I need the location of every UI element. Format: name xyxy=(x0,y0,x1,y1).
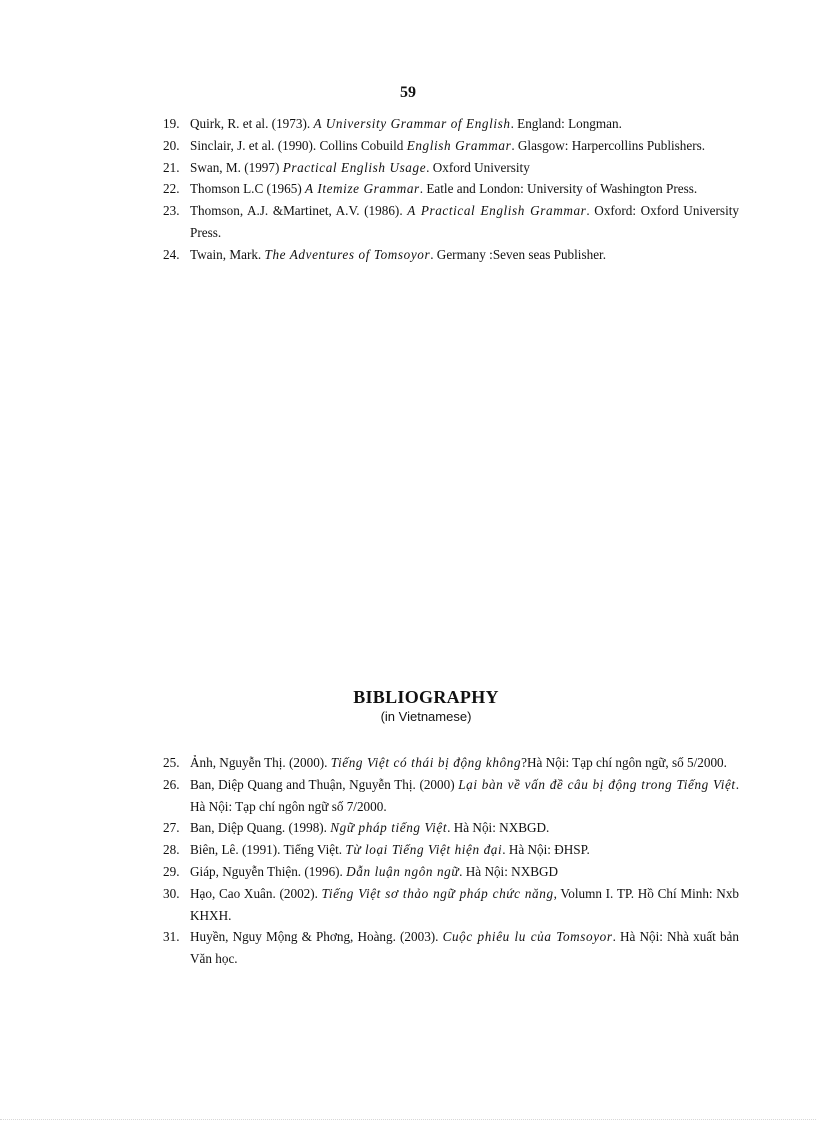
reference-list-vietnamese xyxy=(163,752,739,970)
reference-text xyxy=(190,244,739,266)
reference-entry xyxy=(163,244,739,266)
reference-title: A University Grammar of English xyxy=(313,116,511,131)
reference-publisher: , Volumn I. TP. Hồ Chí Minh: Nxb KHXH. xyxy=(190,885,740,923)
reference-author: Thomson, A.J. &Martinet, A.V. (1986). xyxy=(190,203,408,219)
reference-text xyxy=(190,774,739,818)
reference-entry xyxy=(163,200,739,244)
reference-author: Ảnh, Nguyễn Thị. (2000). xyxy=(190,755,331,770)
reference-entry xyxy=(163,839,739,861)
reference-entry xyxy=(163,178,739,200)
reference-text xyxy=(190,200,739,244)
reference-number: 28. xyxy=(163,842,180,858)
reference-author: Thomson L.C (1965) xyxy=(190,181,306,197)
reference-author: Twain, Mark. xyxy=(190,246,265,262)
reference-number: 30. xyxy=(163,885,180,901)
reference-author: Ban, Diệp Quang. (1998). xyxy=(190,820,331,836)
reference-number: 31. xyxy=(163,929,180,945)
reference-text xyxy=(190,135,739,157)
reference-text xyxy=(190,839,739,861)
reference-publisher: . Glasgow: Harpercollins Publishers. xyxy=(511,137,706,153)
reference-publisher: . Oxford: Oxford University Press. xyxy=(190,203,739,240)
reference-author: Hạo, Cao Xuân. (2002). xyxy=(190,885,322,901)
reference-number: 25. xyxy=(163,755,180,770)
reference-entry xyxy=(163,113,739,135)
reference-text xyxy=(190,883,739,927)
reference-publisher: . Hà Nội: ĐHSP. xyxy=(502,842,590,858)
bibliography-subtitle: (in Vietnamese) xyxy=(380,709,472,724)
reference-number: 22. xyxy=(163,181,180,197)
reference-publisher: . Oxford University xyxy=(426,159,530,175)
reference-number: 21. xyxy=(163,159,180,175)
reference-number: 29. xyxy=(163,863,180,879)
reference-entry xyxy=(163,883,739,927)
reference-title: Practical English Usage xyxy=(282,159,427,175)
reference-publisher: . Hà Nội: Nhà xuất bản Văn học. xyxy=(190,929,739,967)
reference-publisher: . Hà Nội: NXBGD xyxy=(459,863,559,879)
reference-entry xyxy=(163,774,739,818)
reference-number: 20. xyxy=(163,137,180,153)
reference-title: Dẫn luận ngôn ngữ xyxy=(346,863,460,879)
reference-text xyxy=(190,113,739,135)
reference-publisher: ?Hà Nội: Tạp chí ngôn ngữ, số 5/2000. xyxy=(521,755,727,770)
reference-title: A Practical English Grammar xyxy=(407,203,587,219)
reference-entry xyxy=(163,817,739,839)
reference-number: 19. xyxy=(163,116,180,131)
reference-text xyxy=(190,817,739,839)
reference-title: English Grammar xyxy=(406,137,512,153)
reference-number: 24. xyxy=(163,246,180,262)
reference-list-english xyxy=(163,113,739,266)
bibliography-title: BIBLIOGRAPHY xyxy=(353,687,499,707)
reference-entry xyxy=(163,157,739,179)
reference-publisher: . Germany :Seven seas Publisher. xyxy=(430,246,607,262)
reference-text xyxy=(190,926,739,970)
reference-number: 23. xyxy=(163,203,180,219)
reference-title: Lại bàn về vấn đề câu bị động trong Tiếng Việt xyxy=(458,776,736,792)
bibliography-heading-block xyxy=(0,687,816,724)
reference-publisher: . Hà Nội: Tạp chí ngôn ngữ số 7/2000. xyxy=(190,776,739,814)
reference-entry xyxy=(163,752,739,774)
reference-text xyxy=(190,157,739,179)
reference-title: The Adventures of Tomsoyor xyxy=(264,246,431,262)
page-number: 59 xyxy=(400,84,416,101)
reference-publisher: . Hà Nội: NXBGD. xyxy=(447,820,550,836)
reference-entry xyxy=(163,926,739,970)
reference-text xyxy=(190,861,739,883)
reference-author: Giáp, Nguyễn Thiện. (1996). xyxy=(190,863,347,879)
reference-text xyxy=(190,178,739,200)
reference-title: Tiếng Việt sơ thảo ngữ pháp chức năng xyxy=(321,885,554,901)
reference-title: Ngữ pháp tiếng Việt xyxy=(330,820,448,836)
reference-number: 27. xyxy=(163,820,180,836)
page-bottom-rule xyxy=(0,1119,816,1120)
reference-author: Ban, Diệp Quang and Thuận, Nguyễn Thị. (2000) xyxy=(190,776,459,792)
reference-number: 26. xyxy=(163,776,180,792)
reference-author: Swan, M. (1997) xyxy=(190,159,283,175)
reference-entry xyxy=(163,861,739,883)
reference-author: Huyền, Nguy Mộng & Phơng, Hoàng. (2003). xyxy=(190,929,443,945)
reference-publisher: . Eatle and London: University of Washington Press. xyxy=(419,181,698,197)
reference-publisher: . England: Longman. xyxy=(510,116,622,131)
reference-author: Sinclair, J. et al. (1990). Collins Cobuild xyxy=(190,137,407,153)
reference-author: Quirk, R. et al. (1973). xyxy=(190,116,314,131)
reference-title: Cuộc phiêu lu của Tomsoyor xyxy=(442,929,613,945)
reference-title: A Itemize Grammar xyxy=(305,181,420,197)
reference-entry xyxy=(163,135,739,157)
reference-text xyxy=(190,752,739,774)
reference-author: Biên, Lê. (1991). Tiếng Việt. xyxy=(190,842,346,858)
reference-title: Từ loại Tiếng Việt hiện đại xyxy=(345,842,503,858)
reference-title: Tiếng Việt có thái bị động không xyxy=(330,755,522,770)
